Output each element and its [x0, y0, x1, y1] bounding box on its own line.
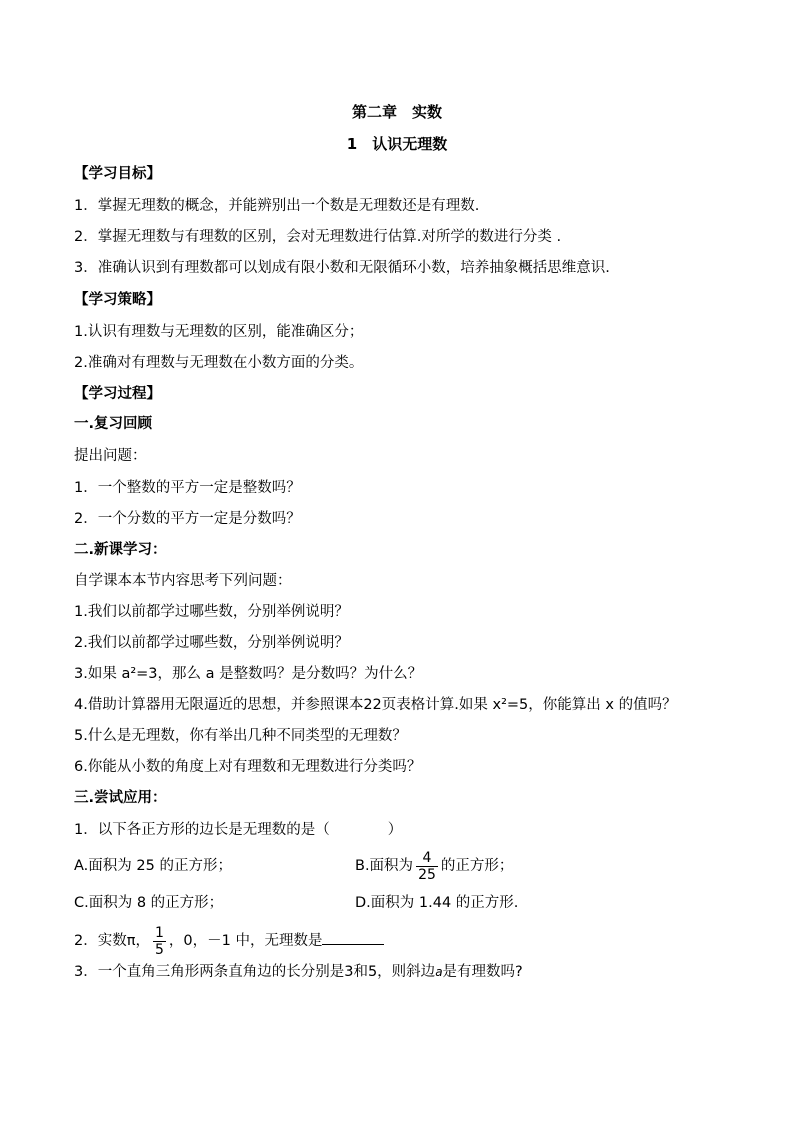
review-heading: 一.复习回顾 [74, 416, 153, 432]
question-2 [74, 921, 384, 961]
goals-heading: 【学习目标】 [74, 166, 161, 182]
lesson-title: 1 认识无理数 [346, 135, 448, 153]
process-heading: 【学习过程】 [74, 386, 161, 402]
option-b-fraction [416, 850, 438, 883]
answer-blank[interactable] [322, 930, 384, 945]
question-3 [74, 962, 523, 982]
option-c: C.面积为 8 的正方形； [74, 895, 224, 911]
goal-item-2: 2．掌握无理数与有理数的区别，会对无理数进行估算.对所学的数进行分类 . [74, 229, 562, 245]
question-3-suffix: 是有理数吗? [442, 964, 523, 980]
option-b-suffix: 的正方形； [440, 858, 514, 874]
goal-item-1: 1．掌握无理数的概念，并能辨别出一个数是无理数还是有理数. [74, 198, 480, 214]
new-lesson-item-6: 6.你能从小数的角度上对有理数和无理数进行分类吗？ [74, 759, 422, 775]
strategy-heading: 【学习策略】 [74, 292, 161, 308]
fraction-denominator: 5 [154, 941, 164, 958]
fraction-numerator: 4 [416, 850, 438, 867]
new-lesson-intro: 自学课本本节内容思考下列问题： [74, 573, 292, 589]
question-2-prefix: 2．实数π， [74, 933, 150, 949]
new-lesson-item-2: 2.我们以前都学过哪些数，分别举例说明？ [74, 635, 349, 651]
fraction-denominator: 25 [418, 866, 436, 883]
review-item-2: 2．一个分数的平方一定是分数吗？ [74, 511, 301, 527]
option-b [355, 846, 513, 886]
question-2-fraction [153, 925, 166, 958]
chapter-title: 第二章 实数 [351, 103, 442, 121]
strategy-item-1: 1.认识有理数与无理数的区别，能准确区分； [74, 324, 364, 340]
question-2-suffix: ，0，－1 中，无理数是 [168, 933, 323, 949]
new-lesson-item-4: 4.借助计算器用无限逼近的思想，并参照课本22页表格计算.如果 x²=5，你能算出 x 的值吗？ [74, 697, 677, 713]
review-item-1: 1．一个整数的平方一定是整数吗？ [74, 480, 301, 496]
review-intro: 提出问题： [74, 448, 147, 464]
option-a: A.面积为 25 的正方形； [74, 858, 232, 874]
apply-heading: 三.尝试应用： [74, 790, 167, 806]
strategy-item-2: 2.准确对有理数与无理数在小数方面的分类。 [74, 355, 364, 371]
new-lesson-heading: 二.新课学习： [74, 542, 167, 558]
question-3-variable: a [435, 965, 443, 979]
goal-item-3: 3．准确认识到有理数都可以划成有限小数和无限循环小数，培养抽象概括思维意识. [74, 260, 610, 276]
new-lesson-item-1: 1.我们以前都学过哪些数，分别举例说明？ [74, 604, 349, 620]
option-d: D.面积为 1.44 的正方形. [355, 895, 519, 911]
question-1-stem: 1．以下各正方形的边长是无理数的是（ ） [74, 822, 403, 838]
new-lesson-item-5: 5.什么是无理数，你有举出几种不同类型的无理数？ [74, 728, 407, 744]
option-b-prefix: B.面积为 [355, 858, 414, 874]
fraction-numerator: 1 [154, 924, 164, 941]
question-3-prefix: 3．一个直角三角形两条直角边的长分别是3和5，则斜边 [74, 964, 436, 980]
new-lesson-item-3: 3.如果 a²=3，那么 a 是整数吗？是分数吗？为什么？ [74, 666, 423, 682]
